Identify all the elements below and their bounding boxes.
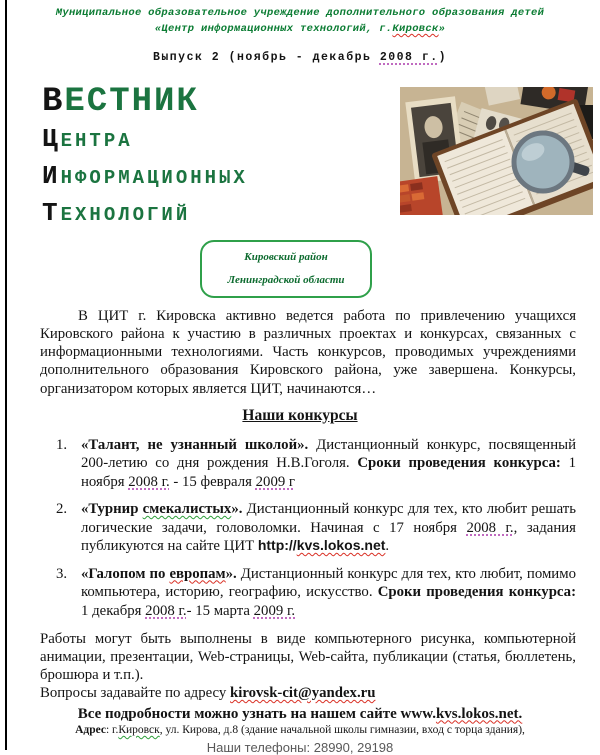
issue-post: ) xyxy=(438,51,448,64)
footer-address-label: Адрес xyxy=(75,723,106,736)
masthead-title-initial: В xyxy=(42,83,65,121)
page-left-border xyxy=(5,0,7,750)
org-name-line2-pre: «Центр информационных технологий, г. xyxy=(154,23,393,35)
footer-site-www: www. xyxy=(400,705,436,722)
list-item-3-text xyxy=(81,565,576,620)
footer-address-rest: , ул. Кирова, д.8 (здание начальной школы гимназии, вход с торца здания), xyxy=(159,723,525,736)
intro-paragraph: В ЦИТ г. Кировска активно ведется работа по привлечению учащихся Кировского района к участию в различных проектах и конкурсах, связанных с информационными технологиями. Часть конкурсов, проводимых учреждениями дополнительного образования Кировского района, уже завершена. Конкурсы, организатором которых является ЦИТ, начинаются… xyxy=(40,308,576,397)
competition-2-url-post: . xyxy=(385,538,390,555)
competition-1-body: Дистанционный конкурс, посвященный 200-летию со дня рождения Н.В.Гоголя. xyxy=(81,436,576,472)
competition-3-date-1: 2008 г. xyxy=(145,602,187,619)
competition-1-title: «Талант, не узнанный школой». xyxy=(81,436,309,453)
masthead-sub-2-initial: И xyxy=(42,161,61,191)
list-item-1-text xyxy=(81,436,576,491)
competition-2-url-scheme: http:// xyxy=(257,537,297,554)
competitions-list xyxy=(56,436,576,620)
competition-3-deadline-pre: 1 декабря xyxy=(81,602,146,619)
masthead-sub-2-rest: НФОРМАЦИОННЫХ xyxy=(60,167,248,189)
competition-2-title-wavy: смекалистых xyxy=(142,501,232,518)
footer-site-host: kvs.lokos.net. xyxy=(435,705,523,722)
competition-3-title-pre: «Галопом по xyxy=(81,565,170,582)
competition-2-body2: , задания публикуются на сайте ЦИТ xyxy=(81,519,576,555)
competition-1-deadline-label: Сроки проведения конкурса: xyxy=(357,455,561,472)
issue-line xyxy=(0,51,600,64)
competition-3-title-post: ». xyxy=(225,565,241,582)
works-paragraph: Работы могут быть выполнены в виде компьютерного рисунка, компьютерной анимации, презентации, Web-страницы, Web-сайта, публикации (статья, бюллетень, брошюра и т.п.). xyxy=(40,630,576,684)
list-item-2-text xyxy=(81,500,576,555)
competition-2-title-post: ». xyxy=(231,501,247,518)
list-item-1 xyxy=(56,436,576,491)
competition-1-deadline-mid: - 15 февраля xyxy=(169,473,256,490)
masthead-sub-3-rest: ЕХНОЛОГИЙ xyxy=(60,204,191,226)
masthead-sub-1-rest: ЕНТРА xyxy=(60,130,133,152)
region-box xyxy=(200,240,372,298)
org-name-line2 xyxy=(0,23,600,36)
competition-1-date-1: 2008 г. xyxy=(128,473,170,490)
footer-phones-line: Наши телефоны: 28990, 29198 xyxy=(206,740,394,755)
org-name-line1: Муниципальное образовательное учреждение дополнительного образования детей xyxy=(55,7,545,19)
region-line-2: Ленинградской области xyxy=(227,274,345,286)
questions-line xyxy=(40,684,576,702)
issue-date: 2008 г. xyxy=(379,51,439,64)
org-name-city: Кировск xyxy=(392,23,439,35)
competition-3-body: Дистанционный конкурс для тех, кто любит, помимо компьютера, историю, географию, искусство. xyxy=(81,565,576,601)
region-line-1: Кировский район xyxy=(244,251,328,263)
competition-2-body: Дистанционный конкурс для тех, кто любит решать логические задачи, головоломки. Начиная с 17 ноября xyxy=(81,501,577,536)
collage-photo xyxy=(400,87,593,215)
list-item-3-number: 3. xyxy=(56,565,68,582)
competition-2-title-pre: «Турнир xyxy=(81,501,143,518)
masthead-title-rest: ЕСТНИК xyxy=(64,83,199,121)
footer-address-line xyxy=(0,724,600,737)
footer-site-line xyxy=(0,706,600,723)
masthead-sub-3-initial: Т xyxy=(42,198,61,228)
competition-3-deadline-label: Сроки проведения конкурса: xyxy=(377,584,576,601)
footer-address-city: Кировск xyxy=(118,723,160,736)
footer-site-pre: Все подробности можно узнать на нашем сайте xyxy=(77,705,401,722)
issue-pre: Выпуск 2 (ноябрь - декабрь xyxy=(152,51,380,64)
footer-address-pre: : г. xyxy=(105,723,119,736)
competition-1-date-2: 2009 г xyxy=(255,473,296,490)
competition-2-url-host: kvs.lokos.net xyxy=(296,537,386,554)
competition-3-date-2: 2009 г. xyxy=(253,602,296,619)
list-item-2 xyxy=(56,500,576,555)
brick-photo-fragment xyxy=(400,176,443,215)
list-item-2-number: 2. xyxy=(56,501,68,518)
list-item-1-number: 1. xyxy=(56,436,68,453)
masthead-sub-1-initial: Ц xyxy=(42,124,61,154)
list-item-3 xyxy=(56,565,576,620)
competition-3-deadline-mid: - 15 марта xyxy=(186,602,254,619)
contact-email: kirovsk-cit@yandex.ru xyxy=(230,685,376,702)
questions-pre: Вопросы задавайте по адресу xyxy=(40,685,230,702)
section-title xyxy=(0,407,600,425)
competition-3-title-wavy: европам xyxy=(169,565,226,582)
org-name-line2-post: » xyxy=(438,23,446,35)
competition-2-date-1: 2008 г. xyxy=(466,519,514,536)
competition-1-deadline-pre: 1 ноября xyxy=(81,455,576,490)
section-title-text: Наши конкурсы xyxy=(242,406,358,424)
